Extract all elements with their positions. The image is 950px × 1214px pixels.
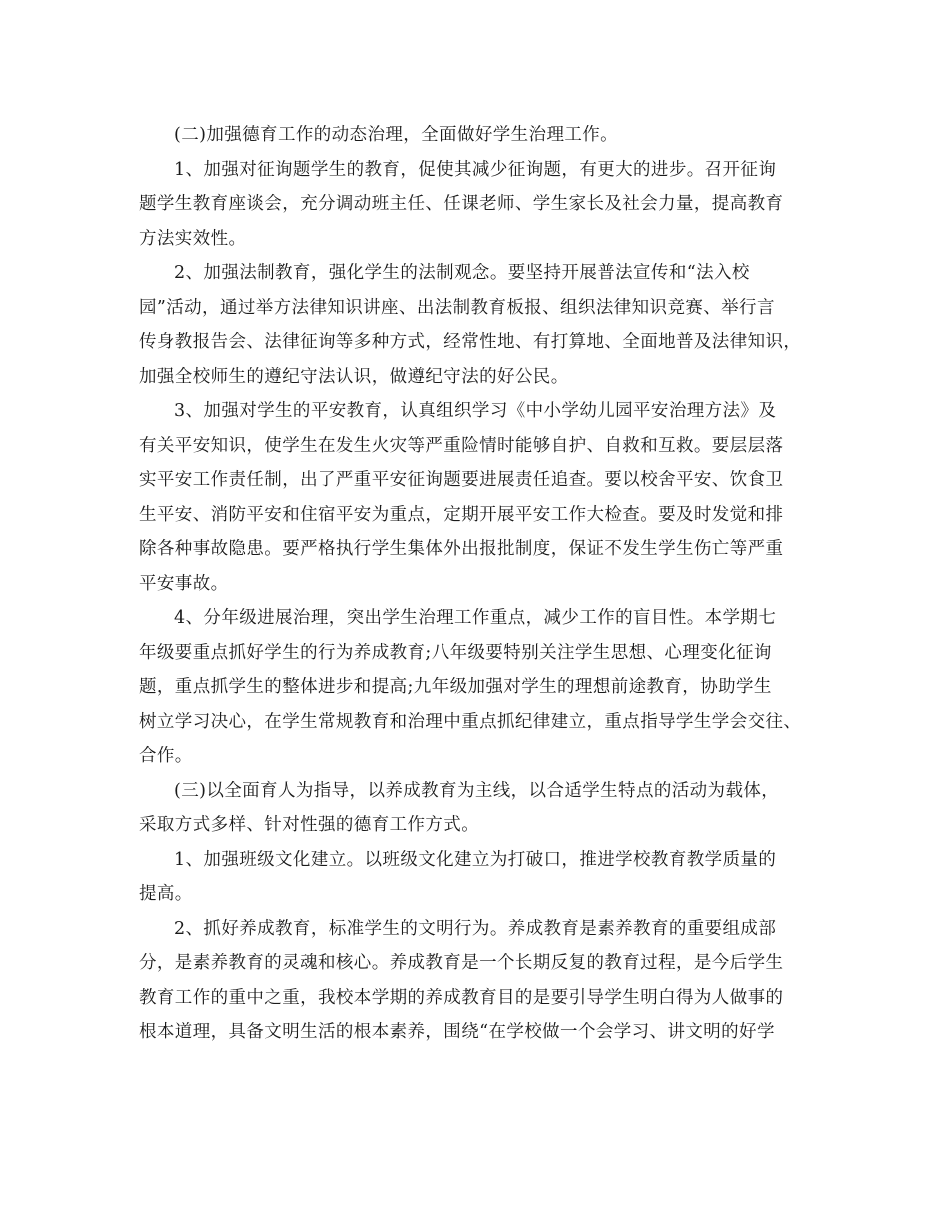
- text-line: 合作。: [139, 746, 193, 766]
- text-line: 年级要重点抓好学生的行为养成教育;八年级要特别关注学生思想、心理变化征询: [139, 642, 772, 663]
- text-line: 园”活动，通过举方法律知识讲座、出法制教育板报、组织法律知识竞赛、举行言: [139, 297, 775, 318]
- text-line: 4、分年级进展治理，突出学生治理工作重点，减少工作的盲目性。本学期七: [174, 608, 777, 628]
- text-line: 树立学习决心，在学生常规教育和治理中重点抓纪律建立，重点指导学生学会交往、: [139, 711, 802, 732]
- text-line: 1、加强班级文化建立。以班级文化建立为打破口，推进学校教育教学质量的: [174, 849, 777, 870]
- text-line: 分，是素养教育的灵魂和核心。养成教育是一个长期反复的教育过程，是今后学生: [139, 953, 784, 973]
- text-line: 3、加强对学生的平安教育，认真组织学习《中小学幼儿园平安治理方法》及: [174, 401, 777, 421]
- text-line: 1、加强对征询题学生的教育，促使其减少征询题，有更大的进步。召开征询: [174, 159, 777, 180]
- text-line: 有关平安知识，使学生在发生火灾等严重险情时能够自护、自救和互救。要层层落: [139, 435, 784, 456]
- text-line: 加强全校师生的遵纪守法认识，做遵纪守法的好公民。: [139, 366, 569, 387]
- text-line: 方法实效性。: [139, 228, 247, 249]
- text-line: 采取方式多样、针对性强的德育工作方式。: [139, 815, 480, 835]
- text-line: 题，重点抓学生的整体进步和提高;九年级加强对学生的理想前途教育，协助学生: [139, 677, 772, 697]
- text-line: 实平安工作责任制，出了严重平安征询题要进展责任追查。要以校舍平安、饮食卫: [139, 470, 784, 490]
- text-line: 题学生教育座谈会，充分调动班主任、任课老师、学生家长及社会力量，提高教育: [139, 194, 784, 214]
- text-line: (三)以全面育人为指导，以养成教育为主线，以合适学生特点的活动为载体，: [174, 780, 780, 801]
- text-line: 提高。: [139, 884, 193, 904]
- text-line: 平安事故。: [139, 573, 229, 594]
- text-line: 传身教报告会、法律征询等多种方式，经常性地、有打算地、全面地普及法律知识，: [139, 332, 802, 352]
- text-line: 除各种事故隐患。要严格执行学生集体外出报批制度，保证不发生学生伤亡等严重: [139, 539, 784, 559]
- text-line: (二)加强德育工作的动态治理，全面做好学生治理工作。: [174, 125, 619, 145]
- text-line: 生平安、消防平安和住宿平安为重点，定期开展平安工作大检查。要及时发觉和排: [139, 504, 784, 525]
- text-line: 2、抓好养成教育，标准学生的文明行为。养成教育是素养教育的重要组成部: [174, 918, 777, 939]
- text-line: 教育工作的重中之重，我校本学期的养成教育目的是要引导学生明白得为人做事的: [139, 987, 784, 1008]
- document-body: [139, 118, 821, 1050]
- text-line: 2、加强法制教育，强化学生的法制观念。要坚持开展普法宣传和“法入校: [174, 263, 750, 283]
- text-line: 根本道理，具备文明生活的根本素养，围绕“在学校做一个会学习、讲文明的好学: [139, 1022, 775, 1042]
